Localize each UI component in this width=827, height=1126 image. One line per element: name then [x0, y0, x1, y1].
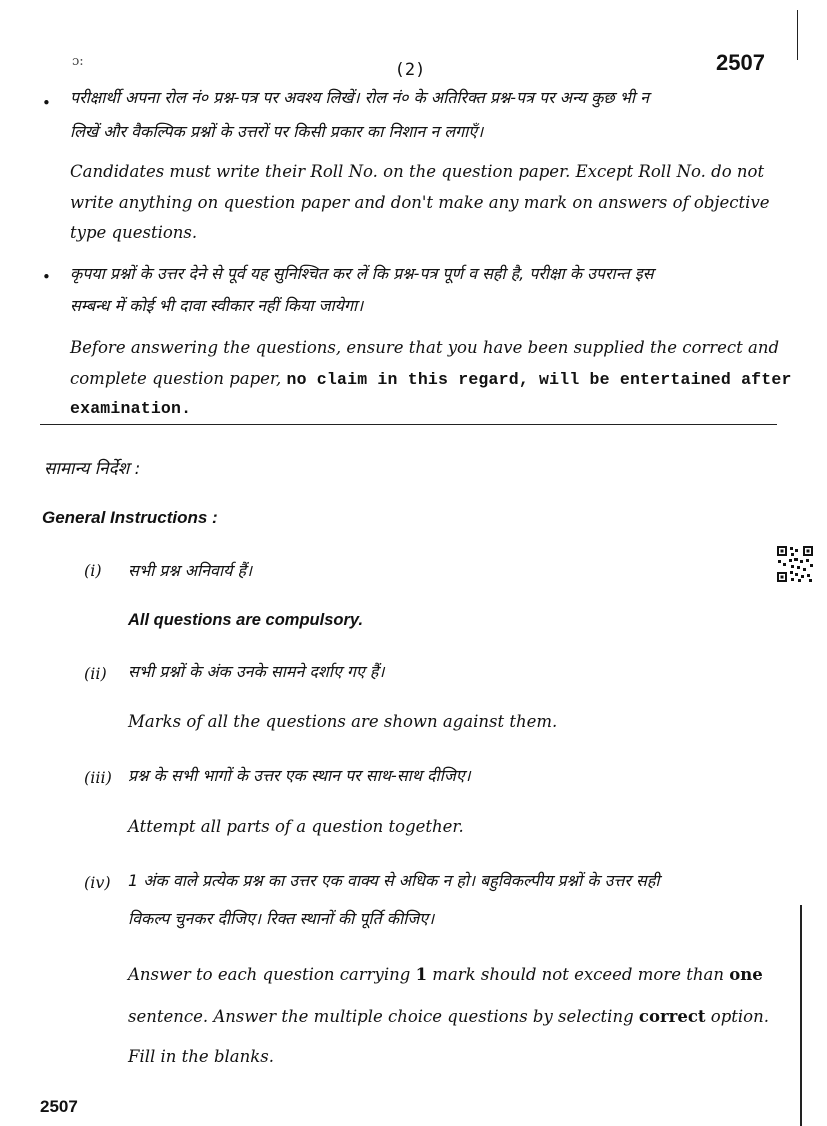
item-iv-hindi-line2: विकल्प चुनकर दीजिए। रिक्त स्थानों की पूर्ति कीजिए।	[128, 909, 435, 928]
corner-mark: ɔ:	[72, 54, 84, 69]
item-iv-english-line1	[128, 965, 763, 984]
note1-english-line3: type questions.	[70, 223, 198, 242]
note2-hindi-line2: सम्बन्ध में कोई भी दावा स्वीकार नहीं किया जायेगा।	[70, 296, 364, 315]
item-iv-en2-a: sentence. Answer the multiple choice questions by selecting	[128, 1007, 639, 1026]
item-iii-english: Attempt all parts of a question together.	[128, 817, 464, 836]
general-heading-english: General Instructions :	[42, 508, 218, 527]
note1-hindi-line2: लिखें और वैकल्पिक प्रश्नों के उत्तरों पर किसी प्रकार का निशान न लगाएँ।	[70, 122, 484, 141]
item-iv-en1-bold: one	[729, 965, 763, 984]
paper-code-bottom: 2507	[40, 1097, 78, 1116]
note1-hindi-line1: परीक्षार्थी अपना रोल नं० प्रश्न-पत्र पर अवश्य लिखें। रोल नं० के अतिरिक्त प्रश्न-पत्र पर अन्य कुछ भी न	[70, 88, 650, 107]
item-iv-hindi-line1: 1 अंक वाले प्रत्येक प्रश्न का उत्तर एक वाक्य से अधिक न हो। बहुविकल्पीय प्रश्नों के उत्तर सही	[128, 871, 660, 890]
note1-english-line1: Candidates must write their Roll No. on the question paper. Except Roll No. do not	[70, 162, 765, 181]
item-iv-number: (iv)	[84, 873, 111, 892]
general-heading-hindi: सामान्य निर्देश :	[44, 459, 141, 479]
item-iv-en2-bold: correct	[638, 1007, 706, 1026]
item-ii-english: Marks of all the questions are shown against them.	[128, 712, 558, 731]
item-iv-en2-b: option.	[705, 1007, 769, 1026]
item-iii-number: (iii)	[84, 768, 112, 787]
item-i-hindi: सभी प्रश्न अनिवार्य हैं।	[128, 561, 253, 580]
note2-english-line3	[70, 393, 191, 425]
paper-code-top: 2507	[716, 50, 765, 75]
bullet-2: •	[42, 268, 51, 286]
item-ii-hindi: सभी प्रश्नों के अंक उनके सामने दर्शाए गए हैं।	[128, 662, 385, 681]
item-iii-hindi: प्रश्न के सभी भागों के उत्तर एक स्थान पर साथ-साथ दीजिए।	[128, 766, 471, 785]
note1-english-line2: write anything on question paper and don't make any mark on answers of objective	[70, 193, 770, 212]
note2-hindi-line1: कृपया प्रश्नों के उत्तर देने से पूर्व यह सुनिश्चित कर लें कि प्रश्न-पत्र पूर्ण व सही है, परीक्षा के उपरान्त इस	[70, 264, 654, 283]
item-iv-en1-b: mark should not exceed more than	[427, 965, 730, 984]
note2-english-line3-bold: examination.	[70, 399, 192, 418]
scan-edge-bottom	[800, 905, 802, 1126]
note2-english-line2	[70, 364, 792, 396]
item-iv-english-line2	[128, 1007, 769, 1026]
note2-english-line1: Before answering the questions, ensure that you have been supplied the correct and	[70, 338, 780, 357]
divider-rule	[40, 424, 777, 425]
item-i-number: (i)	[84, 561, 102, 580]
item-iv-en1-num: 1	[415, 965, 428, 984]
item-iv-en1-a: Answer to each question carrying	[128, 965, 416, 984]
qr-code-icon	[776, 545, 814, 583]
note2-english-line2-plain: complete question paper,	[70, 369, 287, 388]
scan-edge-top	[797, 10, 798, 60]
page-number: (2)	[394, 60, 426, 80]
item-ii-number: (ii)	[84, 664, 107, 683]
item-iv-english-line3: Fill in the blanks.	[128, 1047, 274, 1066]
bullet-1: •	[42, 94, 51, 112]
note2-english-line2-bold: no claim in this regard, will be entertained after	[286, 370, 792, 389]
item-i-english: All questions are compulsory.	[128, 611, 364, 629]
